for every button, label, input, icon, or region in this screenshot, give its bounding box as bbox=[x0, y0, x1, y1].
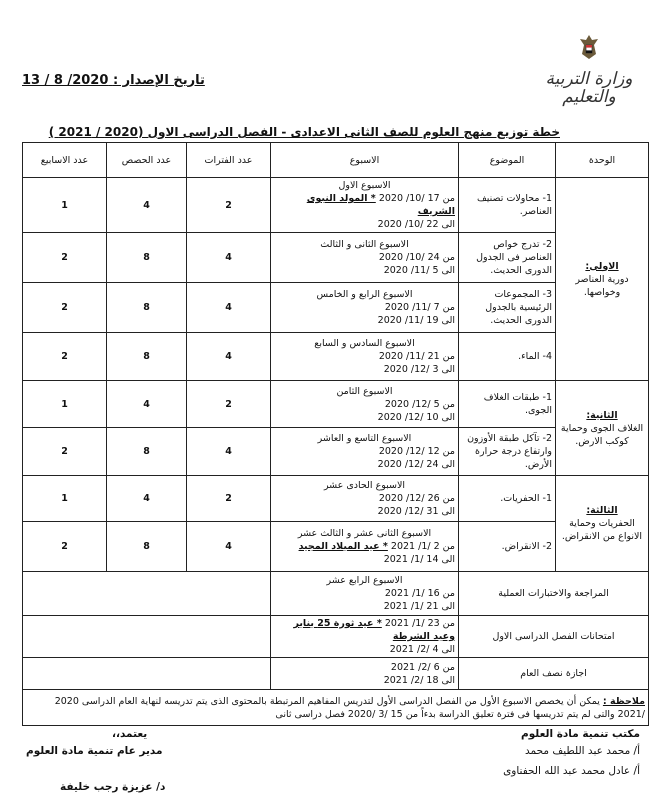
header-week: الاسبوع bbox=[271, 143, 459, 178]
week-title: الاسبوع الثامن bbox=[336, 385, 393, 397]
unit-cell bbox=[556, 476, 649, 572]
weeks-cell: 1 bbox=[23, 178, 107, 233]
week-from: من 24 /10/ 2020 bbox=[378, 252, 455, 263]
empty-cell bbox=[23, 616, 271, 658]
week-to: الى 5 /11/ 2020 bbox=[383, 265, 455, 276]
review-label: المراجعة والاختبارات العملية bbox=[459, 572, 649, 616]
week-title: الاسبوع الرابع و الخامس bbox=[316, 289, 413, 300]
issue-label: تاريخ الإصدار : bbox=[112, 73, 205, 88]
unit-cell bbox=[556, 381, 649, 476]
week-title: الاسبوع السادس و السابع bbox=[314, 338, 415, 349]
weeks-cell: 2 bbox=[23, 283, 107, 333]
week-from: من 6 /2/ 2021 bbox=[390, 661, 455, 673]
midyear-break-label: اجازة نصف العام bbox=[459, 658, 649, 690]
topic-cell: 1- الحفريات. bbox=[459, 476, 556, 522]
header-lessons: عدد الحصص bbox=[107, 143, 187, 178]
member-1: أ/ محمد عبد اللطيف محمد bbox=[525, 745, 640, 757]
note-label: ملاحظة : bbox=[602, 695, 645, 707]
table-row bbox=[23, 381, 649, 428]
page-title: خطة توزيع منهج العلوم للصف الثانى الاعدادى - الفصل الدراسى الاول (2020 / 2021 ) bbox=[48, 125, 560, 139]
lessons-cell: 4 bbox=[107, 381, 187, 428]
week-title: الاسبوع الثانى و الثالث bbox=[320, 239, 409, 250]
approval-label: يعتمد،، bbox=[112, 728, 148, 740]
week-cell bbox=[271, 283, 459, 333]
table-row bbox=[23, 178, 649, 233]
lessons-cell: 8 bbox=[107, 333, 187, 381]
week-cell bbox=[271, 572, 459, 616]
table-row bbox=[23, 616, 649, 658]
week-cell bbox=[271, 333, 459, 381]
weeks-cell: 2 bbox=[23, 333, 107, 381]
table-row bbox=[23, 572, 649, 616]
topic-cell: 3- المجموعات الرئيسية بالجدول الدورى الحديث. bbox=[459, 283, 556, 333]
periods-cell: 4 bbox=[187, 522, 271, 572]
periods-cell: 4 bbox=[187, 333, 271, 381]
weeks-cell: 1 bbox=[23, 476, 107, 522]
week-to: الى 19 /11/ 2020 bbox=[377, 315, 455, 326]
ministry-name: وزارة التربية والتعليم bbox=[545, 69, 633, 107]
topic-cell: 1- محاولات تصنيف العناصر. bbox=[459, 178, 556, 233]
weeks-cell: 2 bbox=[23, 233, 107, 283]
week-to: الى 21 /1/ 2021 bbox=[383, 601, 455, 612]
header-weeks: عدد الاسابيع bbox=[23, 143, 107, 178]
week-cell bbox=[271, 522, 459, 572]
member-2: أ/ عادل محمد عبد الله الحفناوى bbox=[503, 765, 640, 777]
week-to: الى 10 /12/ 2020 bbox=[377, 411, 455, 423]
periods-cell: 2 bbox=[187, 476, 271, 522]
office-name: مكتب تنمية مادة العلوم bbox=[521, 728, 640, 740]
topic-cell: 2- تآكل طبقة الأوزون وارتفاع درجة حرارة الأرض. bbox=[459, 428, 556, 476]
unit-name: الثانية: bbox=[586, 409, 618, 421]
topic-cell: 2- تدرج خواص العناصر فى الجدول الدورى الحديث. bbox=[459, 233, 556, 283]
week-event: * عيد الميلاد المجيد bbox=[298, 541, 388, 552]
table-row bbox=[23, 333, 649, 381]
week-from: من 7 /11/ 2020 bbox=[384, 302, 455, 313]
unit-desc: الحفريات وحماية الانواع من الانقراض. bbox=[561, 518, 643, 542]
lessons-cell: 8 bbox=[107, 428, 187, 476]
issue-date-line bbox=[22, 73, 205, 88]
empty-cell bbox=[23, 572, 271, 616]
week-to: الى 4 /2/ 2021 bbox=[389, 644, 455, 655]
lessons-cell: 8 bbox=[107, 283, 187, 333]
week-cell bbox=[271, 476, 459, 522]
periods-cell: 4 bbox=[187, 428, 271, 476]
week-to: الى 22 /10/ 2020 bbox=[377, 219, 455, 230]
unit-name: الثالثة: bbox=[586, 505, 618, 516]
table-row bbox=[23, 658, 649, 690]
periods-cell: 4 bbox=[187, 283, 271, 333]
weeks-cell: 2 bbox=[23, 522, 107, 572]
week-from: من 5 /12/ 2020 bbox=[384, 398, 455, 410]
curriculum-table bbox=[22, 142, 649, 726]
week-to: الى 14 /1/ 2021 bbox=[383, 554, 455, 565]
table-row bbox=[23, 233, 649, 283]
week-from: من 26 /12/ 2020 bbox=[378, 493, 455, 504]
note-row bbox=[23, 690, 649, 726]
week-from: من 21 /11/ 2020 bbox=[378, 351, 455, 362]
unit-desc: الغلاف الجوى وحماية كوكب الارض. bbox=[560, 422, 644, 447]
week-to: الى 24 /12/ 2020 bbox=[377, 459, 455, 470]
week-cell bbox=[271, 658, 459, 690]
week-cell bbox=[271, 616, 459, 658]
table-row bbox=[23, 428, 649, 476]
note-text: يمكن أن يخصص الاسبوع الأول من الفصل الدراسى الأول لتدريس المفاهيم المرتبطة بالمحتوى الذى يتم تدريسه لنهاية العام الدراسى 2020 /2021 والتى لم يتم تدريسها فى فترة تعليق الدراسة بدءاً من 15 /3 /2020 فصل دراسى ثانى bbox=[54, 695, 645, 720]
week-title: الاسبوع الثانى عشر و الثالث عشر bbox=[297, 528, 432, 539]
note-cell bbox=[23, 690, 649, 726]
unit-cell bbox=[556, 178, 649, 381]
topic-cell: 4- الماء. bbox=[459, 333, 556, 381]
empty-cell bbox=[23, 658, 271, 690]
week-from: من 12 /12/ 2020 bbox=[378, 446, 455, 457]
director-name: د/ عزيزة رجب خليفة bbox=[60, 781, 166, 793]
week-title: الاسبوع الاول bbox=[338, 180, 391, 191]
week-from: من 17 /10/ 2020 bbox=[378, 193, 455, 204]
ministry-logo bbox=[534, 34, 644, 114]
week-event: * المولد النبوى الشريف bbox=[306, 193, 455, 217]
issue-date: 13 / 8 /2020 bbox=[22, 73, 109, 88]
week-title: الاسبوع الرابع عشر bbox=[326, 575, 403, 586]
periods-cell: 2 bbox=[187, 178, 271, 233]
weeks-cell: 2 bbox=[23, 428, 107, 476]
header-periods: عدد الفترات bbox=[187, 143, 271, 178]
unit-name: الاولى: bbox=[585, 260, 619, 272]
header-unit: الوحدة bbox=[556, 143, 649, 178]
week-title: الاسبوع الحادى عشر bbox=[323, 480, 406, 491]
topic-cell: 2- الانقراض. bbox=[459, 522, 556, 572]
unit-desc: دورية العناصر وخواصها. bbox=[575, 273, 629, 298]
week-from: من 23 /1/ 2021 bbox=[384, 618, 455, 629]
week-title: الاسبوع التاسع و العاشر bbox=[317, 433, 412, 444]
week-cell bbox=[271, 178, 459, 233]
table-header-row bbox=[23, 143, 649, 178]
week-from: من 2 /1/ 2021 bbox=[390, 541, 455, 552]
week-to: الى 3 /12/ 2020 bbox=[383, 364, 455, 375]
lessons-cell: 8 bbox=[107, 522, 187, 572]
table-row bbox=[23, 522, 649, 572]
exams-label: امتحانات الفصل الدراسى الاول bbox=[459, 616, 649, 658]
week-cell bbox=[271, 233, 459, 283]
lessons-cell: 4 bbox=[107, 476, 187, 522]
weeks-cell: 1 bbox=[23, 381, 107, 428]
week-cell bbox=[271, 381, 459, 428]
week-event: * عيد ثورة 25 يناير وعيد الشرطة bbox=[293, 618, 455, 642]
week-to: الى 31 /12/ 2020 bbox=[377, 506, 455, 517]
header-topic: الموضوع bbox=[459, 143, 556, 178]
table-row bbox=[23, 476, 649, 522]
topic-cell: 1- طبقات الغلاف الجوى. bbox=[459, 381, 556, 428]
eagle-emblem-icon bbox=[578, 34, 600, 60]
week-cell bbox=[271, 428, 459, 476]
table-row bbox=[23, 283, 649, 333]
periods-cell: 4 bbox=[187, 233, 271, 283]
lessons-cell: 4 bbox=[107, 178, 187, 233]
periods-cell: 2 bbox=[187, 381, 271, 428]
week-from: من 16 /1/ 2021 bbox=[384, 588, 455, 599]
week-to: الى 18 /2/ 2021 bbox=[383, 674, 455, 686]
lessons-cell: 8 bbox=[107, 233, 187, 283]
director-title: مدير عام تنمية مادة العلوم bbox=[26, 745, 163, 757]
